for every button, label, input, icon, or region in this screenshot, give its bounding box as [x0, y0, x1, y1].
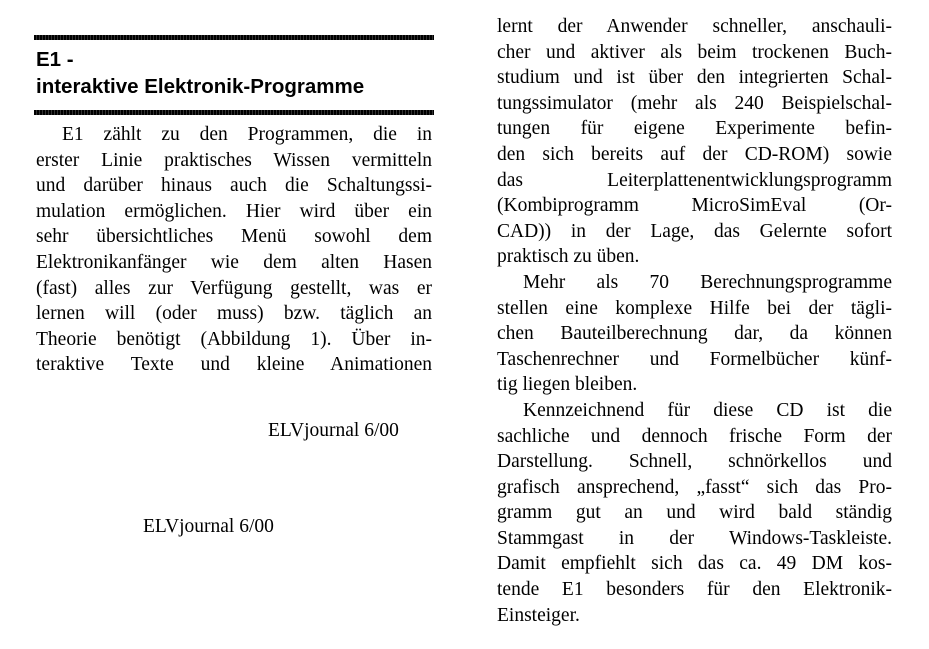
text-line: Elektronikanfänger wie dem alten Hasen — [36, 251, 432, 273]
text-line: praktisch zu üben. — [497, 246, 640, 268]
text-line: Damit empfiehlt sich das ca. 49 DM kos- — [497, 553, 892, 575]
text-line: mulation ermöglichen. Hier wird über ein — [36, 200, 432, 222]
text-line: grafisch ansprechend, „fasst“ sich das Pro- — [497, 476, 892, 498]
text-line: CAD)) in der Lage, das Gelernte sofort — [497, 220, 892, 242]
text-line: tende E1 besonders für den Elektronik- — [497, 579, 892, 601]
text-line: E1 zählt zu den Programmen, die in — [62, 124, 432, 145]
heading-bottom-rule — [34, 110, 434, 115]
text-line: Einsteiger. — [497, 604, 580, 626]
text-line: tungssimulator (mehr als 240 Beispielschal- — [497, 92, 892, 114]
text-line: lernt der Anwender schneller, anschauli- — [497, 16, 892, 37]
source-citation: ELVjournal 6/00 — [268, 420, 399, 441]
text-line: Theorie benötigt (Abbildung 1). Über in- — [36, 328, 432, 350]
text-line: und darüber hinaus auch die Schaltungssi- — [36, 175, 432, 197]
text-line: den sich bereits auf der CD-ROM) sowie — [497, 143, 892, 165]
text-line: lernen will (oder muss) bzw. täglich an — [36, 303, 432, 325]
text-line: cher und aktiver als beim trockenen Buch- — [497, 41, 892, 63]
text-line: (fast) alles zur Verfügung gestellt, was er — [36, 277, 432, 299]
text-line: Taschenrechner und Formelbücher künf- — [497, 348, 892, 370]
heading-top-rule — [34, 35, 434, 40]
text-line: stellen eine komplexe Hilfe bei der tägli- — [497, 297, 892, 319]
right-column-text — [497, 14, 892, 628]
text-line: gramm gut an und wird bald ständig — [497, 502, 892, 524]
text-line: sachliche und dennoch frische Form der — [497, 425, 892, 447]
article-title: interaktive Elektronik-Programme — [36, 75, 365, 98]
text-line: studium und ist über den integrierten Schal- — [497, 67, 892, 89]
text-line: erster Linie praktisches Wissen vermitteln — [36, 149, 432, 171]
text-line: das Leiterplattenentwicklungsprogramm — [497, 169, 892, 191]
text-line: Darstellung. Schnell, schnörkellos und — [497, 451, 892, 473]
text-line: Kennzeichnend für diese CD ist die — [523, 399, 892, 421]
text-line: tig liegen bleiben. — [497, 374, 638, 396]
text-line: Stammgast in der Windows-Taskleiste. — [497, 527, 892, 549]
text-line: Mehr als 70 Berechnungsprogramme — [523, 271, 892, 293]
source-citation-repeat: ELVjournal 6/00 — [143, 516, 274, 537]
text-line: (Kombiprogramm MicroSimEval (Or- — [497, 195, 892, 217]
text-line: tungen für eigene Experimente befin- — [497, 118, 892, 140]
text-line: sehr übersichtliches Menü sowohl dem — [36, 226, 432, 248]
left-column-text — [36, 122, 432, 378]
article-title-code: E1 - — [36, 48, 74, 71]
text-line: chen Bauteilberechnung dar, da können — [497, 323, 892, 345]
text-line: teraktive Texte und kleine Animationen — [36, 354, 432, 376]
